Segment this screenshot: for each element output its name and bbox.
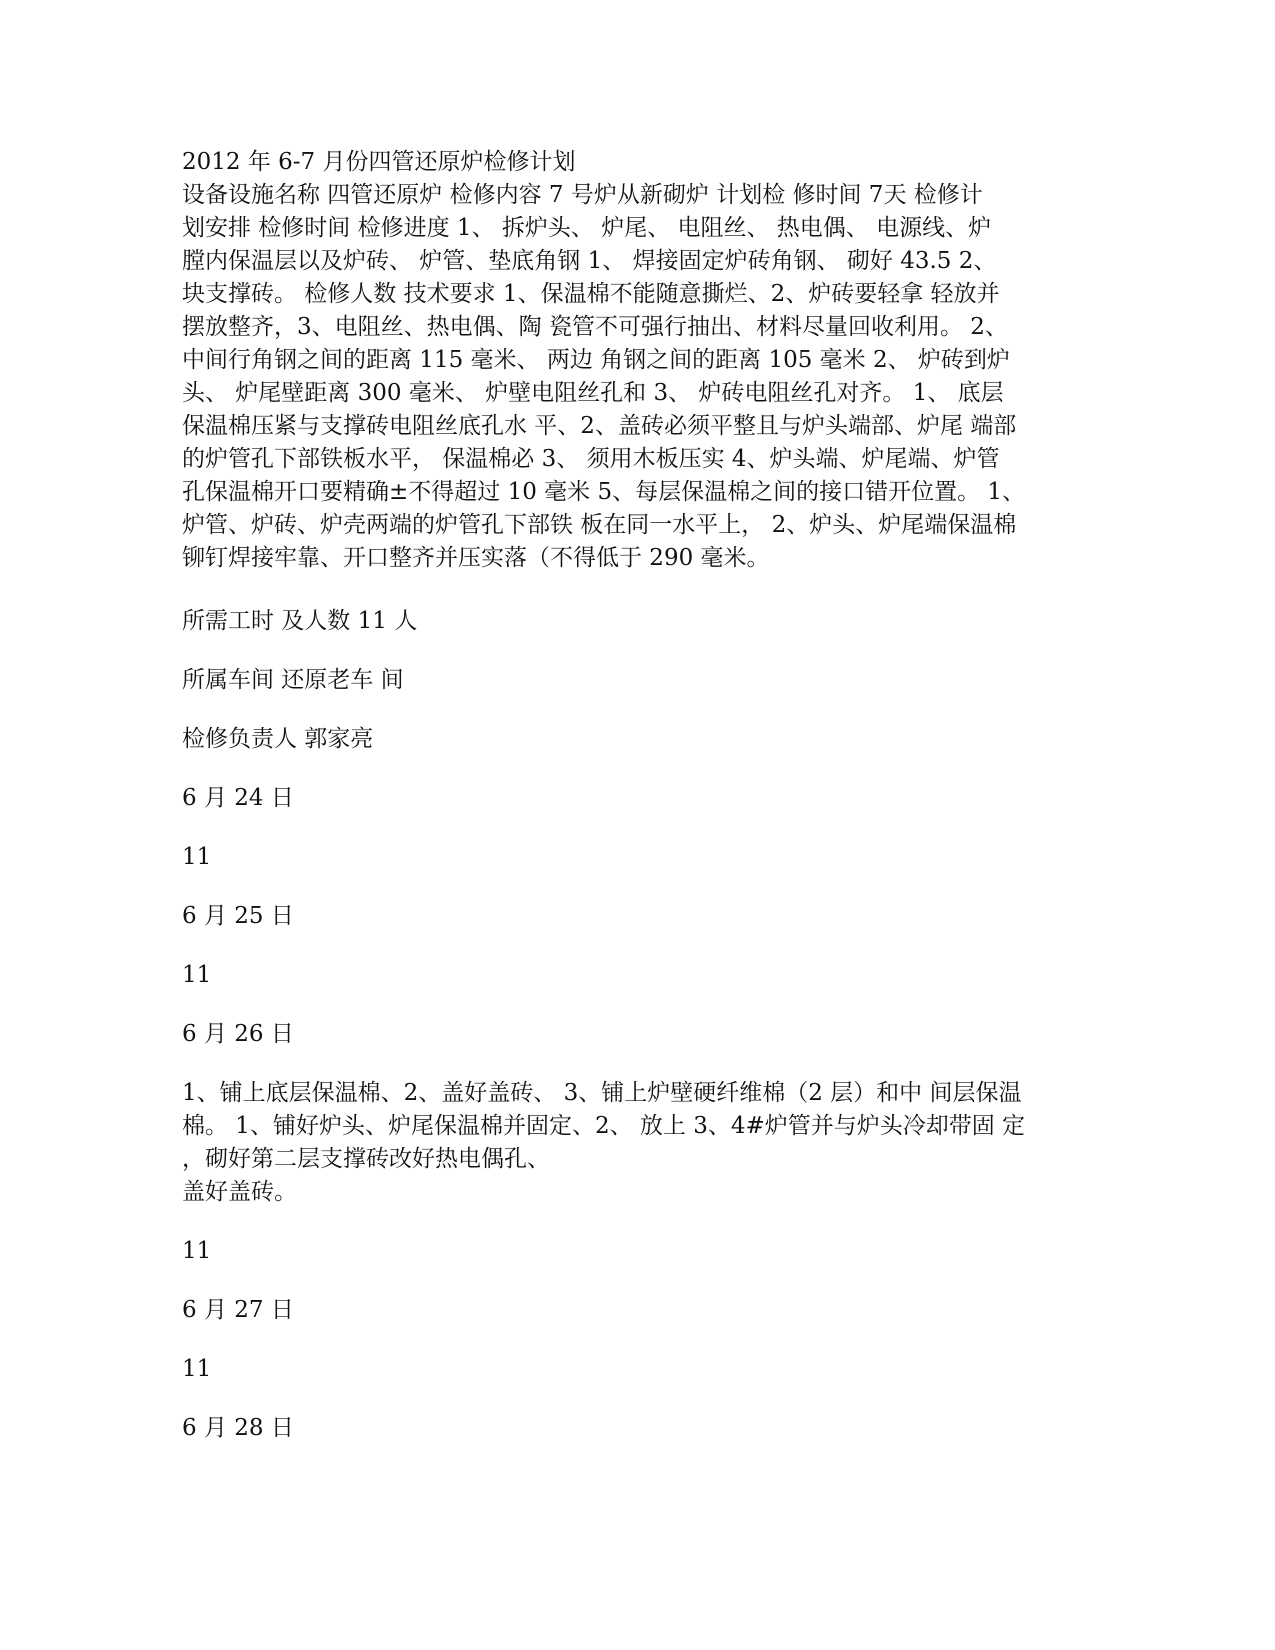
work-steps-line: 盖好盖砖。: [182, 1179, 297, 1205]
body-line: 炉管、炉砖、炉壳两端的炉管孔下部铁 板在同一水平上， 2、炉头、炉尾端保温棉: [182, 512, 1017, 538]
work-steps-paragraph: [182, 1077, 1102, 1209]
work-steps-line: ，砌好第二层支撑砖改好热电偶孔、: [182, 1146, 550, 1172]
body-line: 孔保温棉开口要精确±不得超过 10 毫米 5、每层保温棉之间的接口错开位置。 1、: [182, 479, 1026, 505]
body-line: 中间行角钢之间的距离 115 毫米、 两边 角钢之间的距离 105 毫米 2、 炉砖到炉: [182, 347, 1010, 373]
body-line: 头、 炉尾壁距离 300 毫米、 炉壁电阻丝孔和 3、 炉砖电阻丝孔对齐。 1、 底层: [182, 380, 1004, 406]
body-line: 设备设施名称 四管还原炉 检修内容 7 号炉从新砌炉 计划检 修时间 7天 检修计: [182, 182, 983, 208]
body-paragraph: [182, 179, 1102, 575]
date-line: 6 月 28 日: [182, 1415, 294, 1441]
responsible-person-line: 检修负责人 郭家亮: [182, 726, 374, 752]
body-line: 划安排 检修时间 检修进度 1、 拆炉头、 炉尾、 电阻丝、 热电偶、 电源线、炉: [182, 215, 992, 241]
items-group-a: [182, 605, 1102, 1051]
date-line: 6 月 27 日: [182, 1297, 294, 1323]
body-line: 的炉管孔下部铁板水平， 保温棉必 3、 须用木板压实 4、炉头端、炉尾端、炉管: [182, 446, 1000, 472]
labor-hours-line: 所需工时 及人数 11 人: [182, 608, 418, 634]
count-line: 11: [182, 1238, 212, 1264]
workshop-line: 所属车间 还原老车 间: [182, 667, 404, 693]
body-line: 铆钉焊接牢靠、开口整齐并压实落（不得低于 290 毫米。: [182, 545, 770, 571]
date-line: 6 月 26 日: [182, 1021, 294, 1047]
body-line: 保温棉压紧与支撑砖电阻丝底孔水 平、2、盖砖必须平整且与炉头端部、炉尾 端部: [182, 413, 1017, 439]
work-steps-line: 棉。 1、铺好炉头、炉尾保温棉并固定、2、 放上 3、4#炉管并与炉头冷却带固 定: [182, 1113, 1026, 1139]
count-line: 11: [182, 962, 212, 988]
count-line: 11: [182, 844, 212, 870]
items-group-b: [182, 1235, 1102, 1445]
body-line: 块支撑砖。 检修人数 技术要求 1、保温棉不能随意撕烂、2、炉砖要轻拿 轻放并: [182, 281, 1000, 307]
body-line: 摆放整齐，3、电阻丝、热电偶、陶 瓷管不可强行抽出、材料尽量回收利用。 2、: [182, 314, 1008, 340]
document-page: [182, 146, 1102, 1445]
document-title: 2012 年 6-7 月份四管还原炉检修计划: [182, 149, 576, 175]
date-line: 6 月 24 日: [182, 785, 294, 811]
count-line: 11: [182, 1356, 212, 1382]
work-steps-line: 1、铺上底层保温棉、2、盖好盖砖、 3、铺上炉壁硬纤维棉（2 层）和中 间层保温: [182, 1080, 1022, 1106]
body-line: 膛内保温层以及炉砖、 炉管、垫底角钢 1、 焊接固定炉砖角钢、 砌好 43.5 2、: [182, 248, 997, 274]
date-line: 6 月 25 日: [182, 903, 294, 929]
